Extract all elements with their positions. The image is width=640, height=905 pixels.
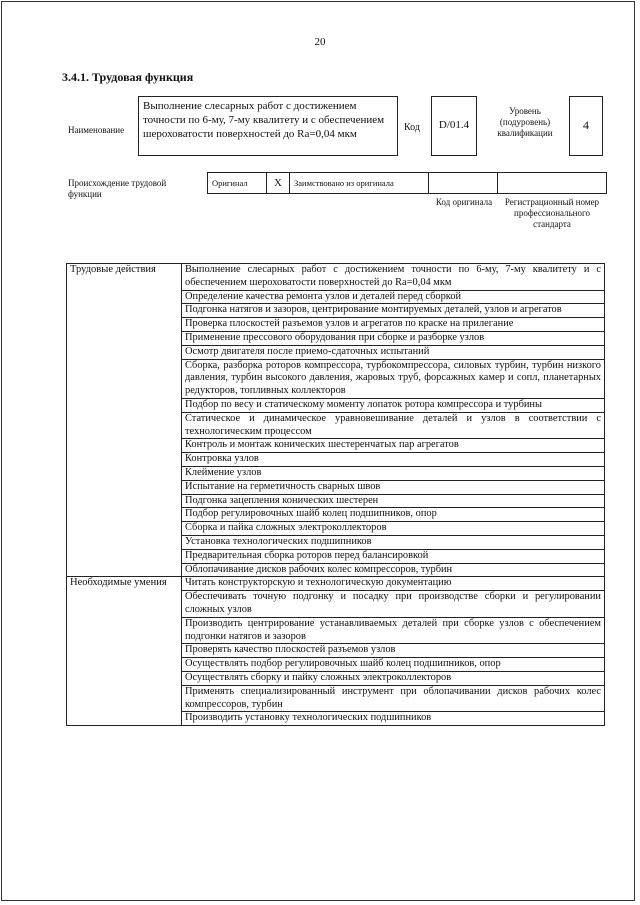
reg-number-label: Регистрационный номер профессионального стандарта bbox=[504, 197, 600, 229]
section-item: Сборка и пайка сложных электроколлекторов bbox=[182, 522, 605, 536]
section-item: Читать конструкторскую и технологическую документацию bbox=[182, 577, 605, 591]
section-heading: 3.4.1. Трудовая функция bbox=[62, 70, 194, 84]
section-item: Подбор по весу и статическому моменту лопаток ротора компрессора и турбины bbox=[182, 398, 605, 412]
section-title: Трудовые действия bbox=[67, 264, 182, 577]
section-item: Подбор регулировочных шайб колец подшипников, опор bbox=[182, 508, 605, 522]
origin-row bbox=[208, 172, 607, 194]
section-item: Контровка узлов bbox=[182, 453, 605, 467]
section-item: Обеспечивать точную подгонку и посадку при производстве сборки и регулировании сложных узлов bbox=[182, 591, 605, 618]
code-original-label: Код оригинала bbox=[435, 197, 493, 207]
original-label: Оригинал bbox=[207, 172, 267, 194]
borrowed-label: Заимствовано из оригинала bbox=[289, 172, 429, 194]
level-label: Уровень (подуровень) квалификации bbox=[497, 106, 553, 138]
code-label: Код bbox=[404, 122, 420, 133]
reg-number-cell bbox=[497, 172, 607, 194]
section-item: Определение качества ремонта узлов и деталей перед сборкой bbox=[182, 290, 605, 304]
section-item: Клеймение узлов bbox=[182, 466, 605, 480]
code-original-cell bbox=[428, 172, 498, 194]
code-value: D/01.4 bbox=[431, 96, 477, 156]
section-item: Выполнение слесарных работ с достижением точности по 6-му, 7-му квалитету и с обеспечением шероховатости поверхностей до Ra=0,04 мкм bbox=[182, 264, 605, 291]
section-item: Применение прессового оборудования при сборке и разборке узлов bbox=[182, 331, 605, 345]
page-number: 20 bbox=[314, 36, 326, 48]
section-item: Испытание на герметичность сварных швов bbox=[182, 480, 605, 494]
labor-function-table bbox=[66, 263, 605, 726]
original-mark: X bbox=[266, 172, 290, 194]
level-value: 4 bbox=[569, 96, 603, 156]
section-item: Производить установку технологических подшипников bbox=[182, 712, 605, 726]
table-row bbox=[67, 577, 605, 591]
section-item: Проверка плоскостей разъемов узлов и агрегатов по краске на прилегание bbox=[182, 318, 605, 332]
section-item: Статическое и динамическое уравновешивание деталей и узлов в соответствии с технологическим процессом bbox=[182, 412, 605, 439]
section-item: Установка технологических подшипников bbox=[182, 535, 605, 549]
section-item: Подгонка натягов и зазоров, центрирование монтируемых деталей, узлов и агрегатов bbox=[182, 304, 605, 318]
origin-label: Происхождение трудовой функции bbox=[68, 178, 167, 199]
section-item: Осуществлять подбор регулировочных шайб колец подшипников, опор bbox=[182, 658, 605, 672]
section-item: Подгонка зацепления конических шестерен bbox=[182, 494, 605, 508]
section-item: Производить центрирование устанавливаемых деталей при сборке узлов с обеспечением подгонки натягов и зазоров bbox=[182, 617, 605, 644]
section-item: Облопачивание дисков рабочих колес компрессоров, турбин bbox=[182, 563, 605, 577]
section-item: Осмотр двигателя после приемо-сдаточных испытаний bbox=[182, 345, 605, 359]
section-item: Применять специализированный инструмент при облопачивании дисков рабочих колес компрессоров, турбин bbox=[182, 685, 605, 712]
section-item: Предварительная сборка роторов перед балансировкой bbox=[182, 549, 605, 563]
section-item: Осуществлять сборку и пайку сложных электроколлекторов bbox=[182, 671, 605, 685]
table-row bbox=[67, 264, 605, 291]
section-item: Сборка, разборка роторов компрессора, турбокомпрессора, силовых турбин, турбин низкого давления, турбин высокого давления, жаровых труб, форсажных камер и сопл, планетарных редукторов, топливных коллекторов bbox=[182, 359, 605, 398]
section-item: Проверять качество плоскостей разъемов узлов bbox=[182, 644, 605, 658]
section-title: Необходимые умения bbox=[67, 577, 182, 726]
name-value: Выполнение слесарных работ с достижением точности по 6-му, 7-му квалитету и с обеспечением шероховатости поверхностей до Ra=0,04 мкм bbox=[138, 96, 398, 156]
name-label: Наименование bbox=[68, 125, 125, 135]
section-item: Контроль и монтаж конических шестеренчатых пар агрегатов bbox=[182, 439, 605, 453]
